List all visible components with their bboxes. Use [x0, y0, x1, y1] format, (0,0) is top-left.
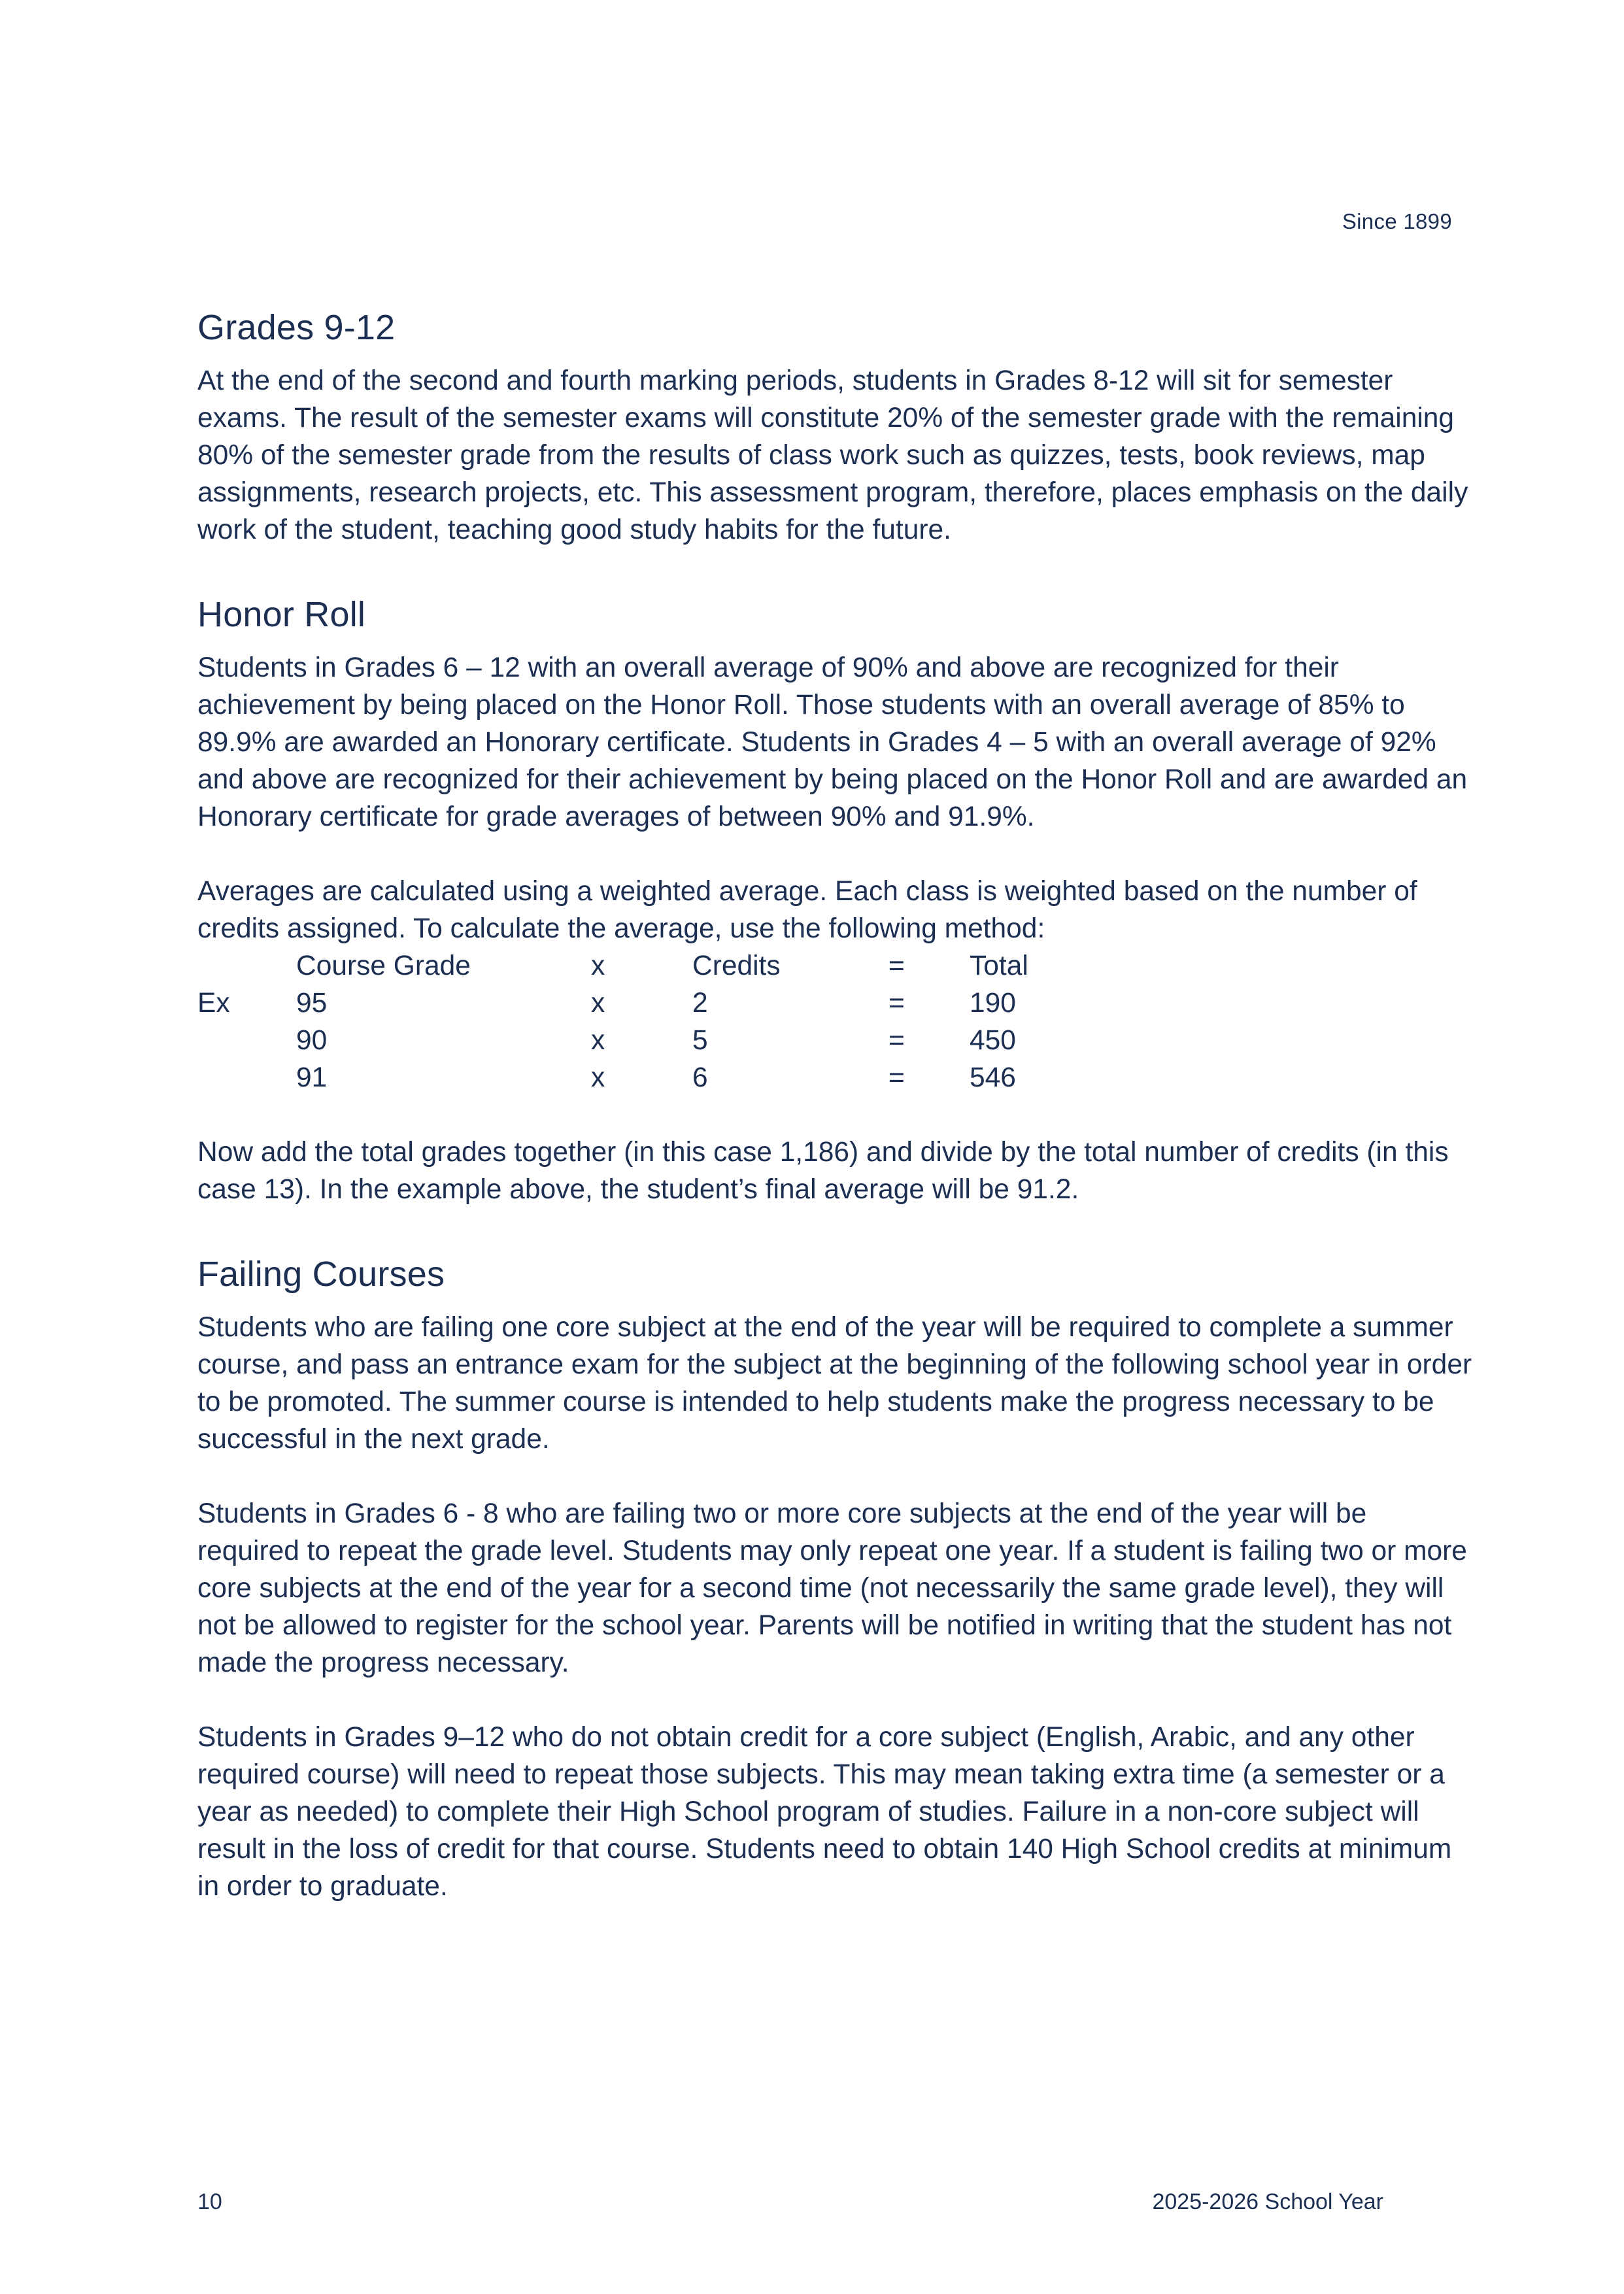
table-cell: 2 — [692, 988, 708, 1019]
table-cell: 190 — [970, 988, 1016, 1019]
table-cell — [197, 947, 296, 985]
failing-paragraph-2: Students in Grades 6 - 8 who are failing two or more core subjects at the end of the year will be required to repeat the grade level. Students may only repeat one year. If a student is failing two or more core subjects at the end of the year for a second time (not necessarily the same grade level), they will not be allowed to register for the school year. Parents will be notified in writing that the student has not made the progress necessary. — [197, 1498, 1467, 1679]
table-cell: 450 — [970, 1025, 1016, 1056]
footer-page-number: 10 — [197, 2189, 222, 2214]
section-failing-courses — [197, 1254, 1472, 1905]
table-cell: Credits — [692, 951, 781, 982]
section-grades — [197, 307, 1472, 548]
table-cell: = — [888, 1062, 905, 1094]
table-row — [197, 985, 1100, 1022]
header-since: Since 1899 — [1342, 209, 1452, 233]
weighted-average-table — [197, 947, 1100, 1096]
table-cell: = — [888, 988, 905, 1019]
table-cell: = — [888, 951, 905, 982]
table-cell: x — [591, 951, 605, 982]
footer-school-year: 2025-2026 School Year — [1152, 2189, 1383, 2214]
page-content — [197, 307, 1472, 1905]
table-cell — [197, 1022, 296, 1059]
table-cell: 95 — [296, 988, 328, 1019]
honor-paragraph-2: Averages are calculated using a weighted average. Each class is weighted based on the number of credits assigned. To calculate the average, use the following method: — [197, 876, 1417, 945]
section-honor-roll — [197, 594, 1472, 1208]
table-cell — [197, 1059, 296, 1096]
grades-paragraph: At the end of the second and fourth marking periods, students in Grades 8-12 will sit for semester exams. The result of the semester exams will constitute 20% of the semester grade with the remaining 80% of the semester grade from the results of class work such as quizzes, tests, book reviews, map assignments, research projects, etc. This assessment program, therefore, places emphasis on the daily work of the student, teaching good study habits for the future. — [197, 365, 1468, 546]
table-header-row — [197, 947, 1100, 985]
table-cell: Total — [970, 951, 1028, 982]
table-cell: Ex — [197, 988, 230, 1019]
section-title-grades: Grades 9-12 — [197, 308, 396, 347]
table-cell: 91 — [296, 1062, 328, 1094]
honor-paragraph-3: Now add the total grades together (in this case 1,186) and divide by the total number of credits (in this case 13). In the example above, the student’s final average will be 91.2. — [197, 1137, 1449, 1206]
failing-paragraph-3: Students in Grades 9–12 who do not obtain credit for a core subject (English, Arabic, and any other required course) will need to repeat those subjects. This may mean taking extra time (a semester or a year as needed) to complete their High School program of studies. Failure in a non-core subject will result in the loss of credit for that course. Students need to obtain 140 High School credits at minimum in order to graduate. — [197, 1722, 1452, 1902]
section-title-failing-courses: Failing Courses — [197, 1255, 445, 1294]
table-cell: 6 — [692, 1062, 708, 1094]
table-cell: Course Grade — [296, 951, 471, 982]
failing-paragraph-1: Students who are failing one core subject at the end of the year will be required to complete a summer course, and pass an entrance exam for the subject at the beginning of the following school year in order to be promoted. The summer course is intended to help students make the progress necessary to be successful in the next grade. — [197, 1312, 1472, 1455]
table-cell: 5 — [692, 1025, 708, 1056]
table-cell: 546 — [970, 1062, 1016, 1094]
section-title-honor-roll: Honor Roll — [197, 595, 366, 635]
table-cell: x — [591, 1025, 605, 1056]
honor-paragraph-1: Students in Grades 6 – 12 with an overall average of 90% and above are recognized for their achievement by being placed on the Honor Roll. Those students with an overall average of 85% to 89.9% are awarded an Honorary certificate. Students in Grades 4 – 5 with an overall average of 92% and above are recognized for their achievement by being placed on the Honor Roll and are awarded an Honorary certificate for grade averages of between 90% and 91.9%. — [197, 652, 1468, 833]
table-cell: = — [888, 1025, 905, 1056]
table-row — [197, 1059, 1100, 1096]
table-cell: 90 — [296, 1025, 328, 1056]
table-row — [197, 1022, 1100, 1059]
table-cell: x — [591, 988, 605, 1019]
table-cell: x — [591, 1062, 605, 1094]
